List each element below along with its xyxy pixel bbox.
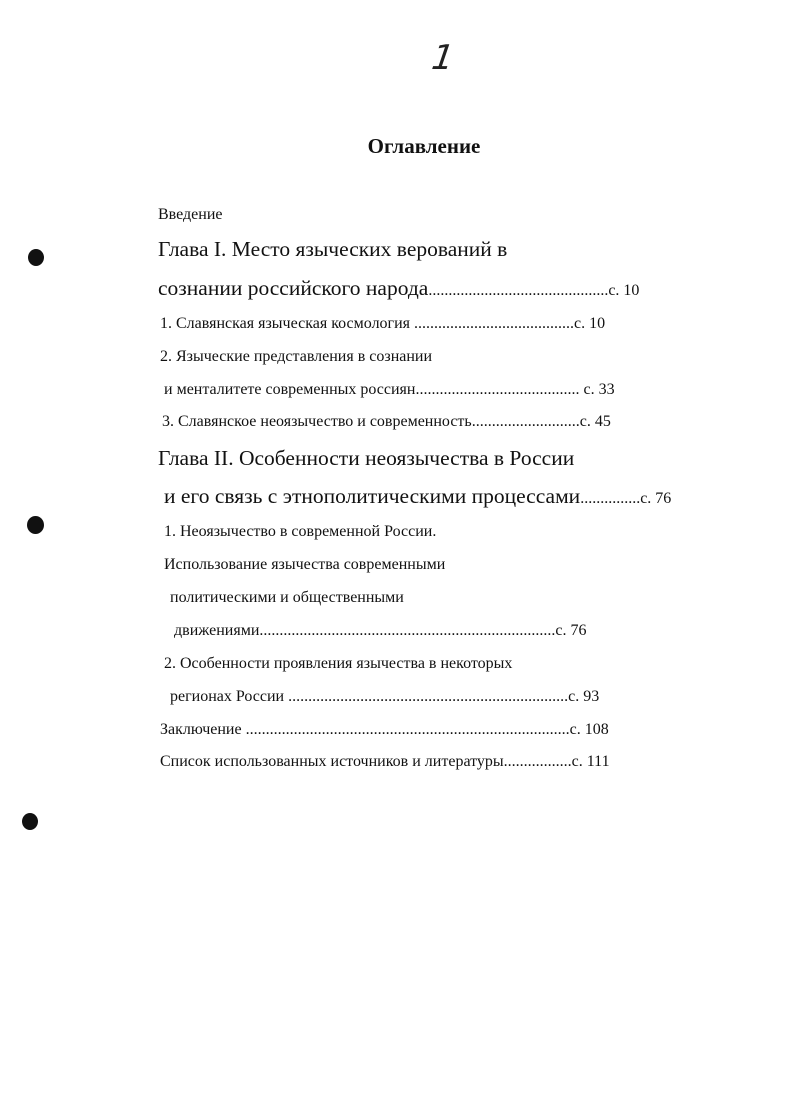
- toc-entry-label: Глава II. Особенности неоязычества в России: [158, 446, 575, 470]
- dot-leader: ........................................: [414, 315, 575, 332]
- toc-entry-label: сознании российского народа: [158, 276, 429, 300]
- toc-entry-label: и его связь с этнополитическими процессами: [164, 484, 581, 508]
- toc-entry-label: и менталитете современных россиян: [164, 381, 416, 398]
- toc-page-ref: с. 45: [579, 413, 611, 430]
- toc-entry-label: Заключение: [160, 721, 246, 738]
- toc-page-ref: с. 76: [555, 622, 587, 639]
- dot-leader: ......................................................................: [288, 688, 569, 705]
- punch-hole-mark: [27, 516, 44, 534]
- toc-section-1-2-heading: [160, 348, 432, 366]
- toc-chapter-2: [164, 484, 671, 509]
- toc-entry-intro: [158, 206, 223, 224]
- toc-section-2-2: [170, 688, 599, 706]
- toc-page-ref: с. 33: [579, 381, 615, 398]
- dot-leader: ...........................: [471, 413, 580, 430]
- punch-hole-mark: [22, 813, 38, 830]
- toc-section-1-3: [162, 413, 611, 431]
- toc-page-ref: с. 76: [640, 490, 672, 507]
- toc-section-1-2: [164, 381, 615, 399]
- toc-entry-conclusion: [160, 721, 609, 739]
- toc-entry-label: Введение: [158, 206, 223, 223]
- toc-entry-label: 2. Языческие представления в сознании: [160, 348, 433, 365]
- toc-section-2-1-heading: [164, 523, 436, 541]
- toc-entry-label: 1. Славянская языческая космология: [160, 315, 415, 332]
- toc-page-ref: с. 10: [574, 315, 606, 332]
- dot-leader: ...............: [580, 490, 641, 507]
- dot-leader: .............................................: [428, 282, 609, 299]
- toc-page-ref: с. 108: [569, 721, 609, 738]
- toc-chapter-1: [158, 276, 639, 301]
- toc-entry-label: Список использованных источников и литературы: [160, 753, 504, 770]
- toc-section-2-1-line: [164, 556, 445, 574]
- toc-entry-label: движениями: [174, 622, 260, 639]
- toc-entry-label: 1. Неоязычество в современной России.: [164, 523, 437, 540]
- toc-entry-sources: [160, 753, 610, 771]
- toc-section-2-1: [174, 622, 586, 640]
- dot-leader: ..........................................................................: [259, 622, 556, 639]
- dot-leader: .................................................................................: [245, 721, 570, 738]
- toc-entry-label: политическими и общественными: [170, 589, 404, 606]
- toc-entry-label: 2. Особенности проявления язычества в некоторых: [164, 655, 513, 672]
- toc-section-1-1: [160, 315, 605, 333]
- dot-leader: .................: [503, 753, 572, 770]
- toc-entry-label: регионах России: [170, 688, 289, 705]
- toc-chapter-1-heading: [158, 237, 507, 262]
- toc-entry-label: 3. Славянское неоязычество и современность: [162, 413, 472, 430]
- toc-page-ref: с. 10: [608, 282, 640, 299]
- toc-chapter-2-heading: [158, 446, 574, 471]
- toc-page-ref: с. 111: [571, 753, 610, 770]
- toc-entry-label: Использование язычества современными: [164, 556, 446, 573]
- dot-leader: .........................................: [415, 381, 580, 398]
- punch-hole-mark: [28, 249, 44, 266]
- toc-section-2-2-heading: [164, 655, 512, 673]
- page-title: Оглавление: [367, 134, 481, 158]
- toc-entry-label: Глава I. Место языческих верований в: [158, 237, 508, 261]
- toc-page-ref: с. 93: [568, 688, 600, 705]
- toc-section-2-1-line: [170, 589, 404, 607]
- handwritten-page-number: 1: [429, 38, 457, 78]
